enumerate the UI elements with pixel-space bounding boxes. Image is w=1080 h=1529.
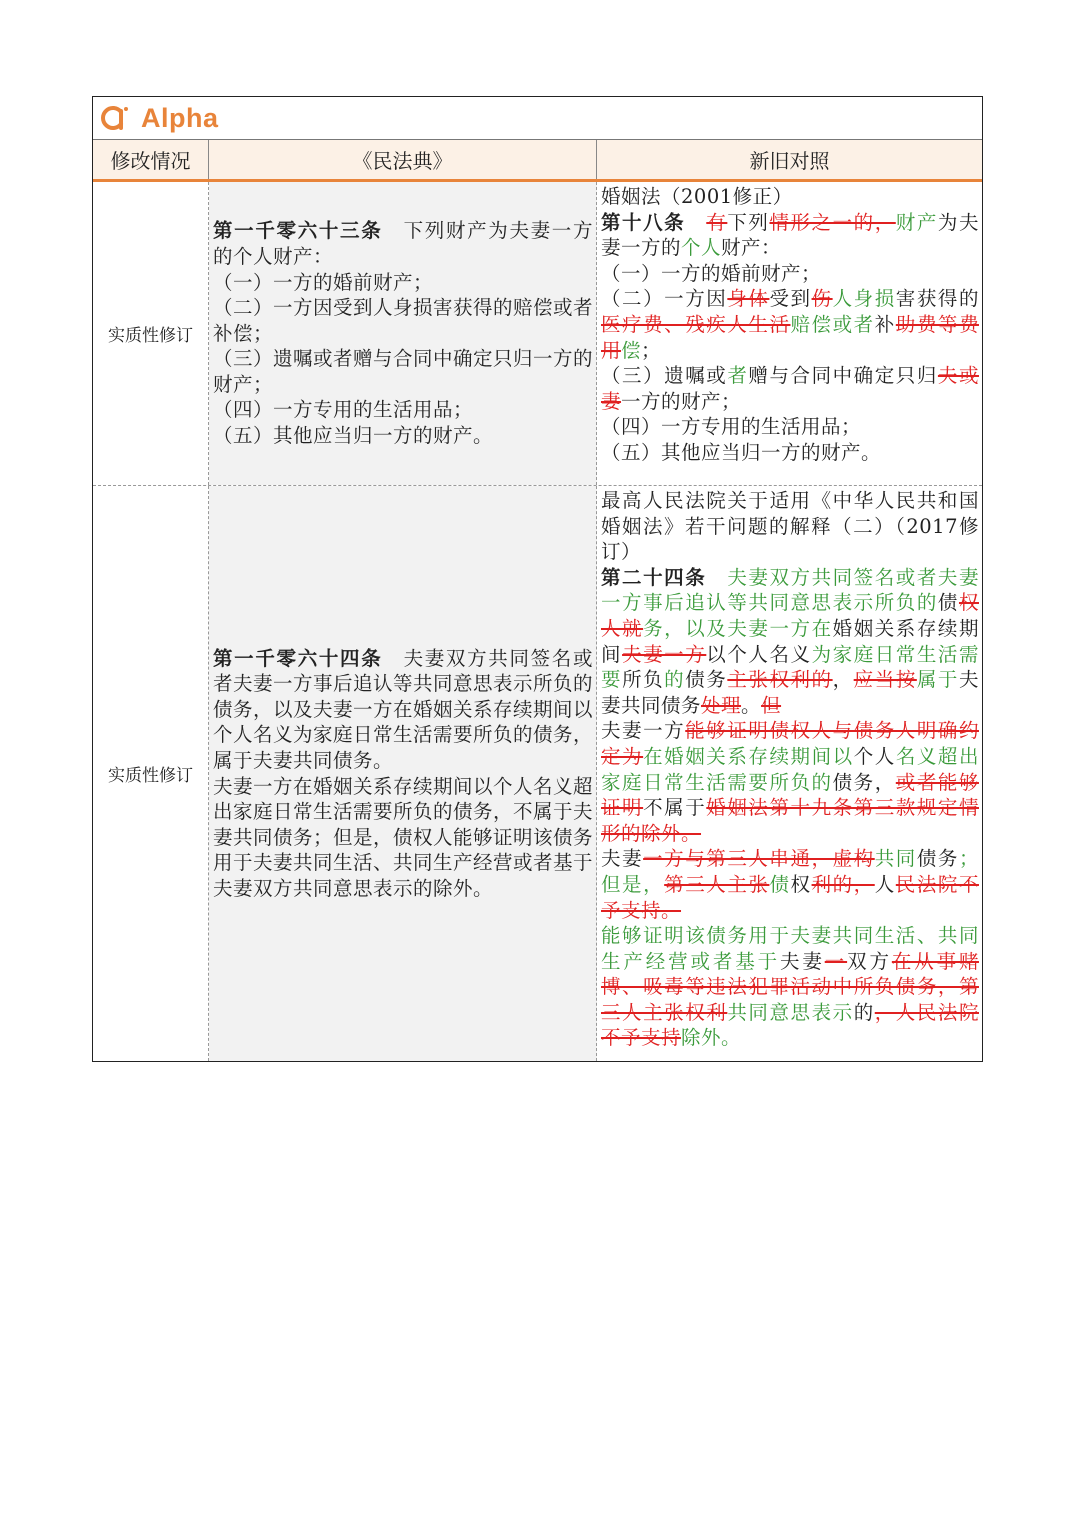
paragraphs bbox=[601, 488, 979, 1051]
header-status: 修改情况 bbox=[93, 140, 209, 179]
paragraph bbox=[213, 646, 593, 774]
text-segment: 夫妻一方 bbox=[601, 719, 686, 743]
deleted-text: 但 bbox=[761, 693, 782, 717]
text-segment: 害获得的 bbox=[895, 287, 979, 311]
text-segment: 人 bbox=[874, 872, 896, 896]
deleted-text: 有 bbox=[706, 210, 728, 234]
paragraph bbox=[601, 440, 979, 466]
added-text: 共同意思表示 bbox=[727, 1000, 854, 1024]
deleted-text: 一方与第三人串通，虚构 bbox=[643, 847, 875, 871]
paragraph bbox=[601, 923, 979, 1051]
added-text: 务，以及夫妻一方在 bbox=[643, 616, 833, 640]
deleted-text: 婚姻法第十九条第三款规定情形的除外。 bbox=[601, 796, 979, 845]
status-cell: 实质性修订 bbox=[93, 486, 209, 1061]
civil-code-cell bbox=[209, 182, 597, 485]
text-segment: 夫妻一方在婚姻关系存续期间以个人名义超出家庭日常生活需要所负的债务，不属于夫妻共同债务；但是，债权人能够证明该债务用于夫妻共同生活、共同生产经营或者基于夫妻双方共同意思表示的除外。 bbox=[213, 774, 594, 900]
text-segment: 不属于 bbox=[643, 796, 707, 820]
text-segment: （一）一方的婚前财产； bbox=[213, 270, 434, 294]
text-segment: 夫妻 bbox=[779, 949, 825, 973]
text-segment: 财产： bbox=[721, 236, 782, 260]
added-text: 共同 bbox=[874, 847, 917, 871]
text-segment: 最高人民法院关于适用《中华人民共和国婚姻法》若干问题的解释（二）（2017修订） bbox=[601, 489, 979, 564]
text-segment: （二）一方因受到人身损害获得的赔偿或者补偿； bbox=[213, 296, 594, 345]
added-text: ；但是， bbox=[601, 847, 979, 896]
deleted-text: 伤 bbox=[811, 287, 833, 311]
text-segment: ； bbox=[641, 338, 662, 362]
text-segment: （五）其他应当归一方的财产。 bbox=[601, 440, 882, 464]
brand-name: Alpha bbox=[141, 102, 219, 133]
text-segment: 。 bbox=[741, 693, 762, 717]
added-text: 偿 bbox=[621, 338, 642, 362]
text-segment: 夫妻双方共同签名或者夫妻一方事后追认等共同意思表示所负的债务，以及夫妻一方在婚姻关系存续期间以个人名义为家庭日常生活需要所负的债务，属于夫妻共同债务。 bbox=[213, 646, 594, 772]
text-segment: （四）一方专用的生活用品； bbox=[213, 398, 474, 422]
added-text: 赔偿或者 bbox=[790, 312, 875, 336]
paragraph bbox=[601, 718, 979, 846]
paragraph bbox=[213, 270, 593, 296]
text-segment: 婚姻关系存续期间 bbox=[601, 616, 979, 666]
table-row bbox=[93, 182, 982, 486]
deleted-text: 医疗费、残疾人生活 bbox=[601, 312, 791, 336]
added-text: 名义超出家庭日常生活需要所负的 bbox=[601, 744, 979, 794]
text-segment: 夫妻共同债务 bbox=[601, 668, 979, 717]
added-text: 属于 bbox=[916, 668, 959, 692]
text-segment: 双方 bbox=[847, 949, 892, 973]
added-text: 夫妻双方共同签名或者夫妻一方事后追认等共同意思表示所负的 bbox=[601, 565, 979, 615]
deleted-text: 或者能够证明 bbox=[601, 770, 979, 820]
text-segment: （二）一方因 bbox=[601, 287, 728, 311]
deleted-text: 助费等费用 bbox=[601, 312, 979, 362]
civil-code-cell bbox=[209, 486, 597, 1061]
text-segment: （三）遗嘱或者赠与合同中确定只归一方的财产； bbox=[213, 347, 594, 396]
paragraph bbox=[601, 488, 979, 565]
deleted-text: 第三人主张 bbox=[664, 872, 770, 896]
text-segment: 权 bbox=[790, 872, 812, 896]
comparison-table bbox=[92, 96, 983, 1062]
added-text: 人身损 bbox=[832, 287, 896, 311]
text-segment: 为夫妻一方的 bbox=[601, 210, 979, 260]
deleted-text: 主张权利的 bbox=[727, 668, 833, 692]
text-segment: 的 bbox=[853, 1000, 875, 1024]
added-text: 财产 bbox=[895, 210, 938, 234]
deleted-text: ，人民法院不予支持 bbox=[601, 1000, 979, 1050]
brand-bar bbox=[93, 97, 982, 140]
added-text: 者 bbox=[727, 364, 749, 388]
deleted-text: 权人就 bbox=[601, 591, 979, 640]
paragraph bbox=[213, 774, 593, 902]
deleted-text: 情形之一的， bbox=[769, 210, 896, 234]
paragraph bbox=[601, 286, 979, 363]
paragraph bbox=[213, 295, 593, 346]
comparison-cell bbox=[597, 182, 982, 485]
text-segment: （四）一方专用的生活用品； bbox=[601, 415, 862, 439]
paragraph bbox=[601, 184, 979, 210]
comparison-cell bbox=[597, 486, 982, 1061]
text-segment: ， bbox=[832, 668, 854, 692]
table-row bbox=[93, 486, 982, 1061]
table-header bbox=[93, 140, 982, 182]
paragraphs bbox=[213, 218, 593, 448]
header-comparison: 新旧对照 bbox=[749, 149, 830, 173]
deleted-text: 身体 bbox=[727, 287, 770, 311]
added-text: 个人 bbox=[681, 236, 722, 260]
added-text: 为家庭日常生活需要 bbox=[601, 642, 979, 692]
text-segment: 以个人名义 bbox=[706, 642, 812, 666]
text-segment: （三）遗嘱或 bbox=[601, 364, 728, 388]
text-segment: 债务 bbox=[916, 847, 959, 871]
text-segment bbox=[706, 566, 727, 589]
paragraph bbox=[601, 363, 979, 414]
status-cell: 实质性修订 bbox=[93, 182, 209, 485]
text-segment: （一）一方的婚前财产； bbox=[601, 261, 822, 285]
paragraph bbox=[213, 218, 593, 269]
text-segment: （五）其他应当归一方的财产。 bbox=[213, 424, 494, 448]
deleted-text: 利的， bbox=[811, 872, 875, 896]
header-civil-code: 《民法典》 bbox=[209, 140, 597, 179]
deleted-text: 夫妻一方 bbox=[622, 642, 707, 666]
article-heading: 第一千零六十四条 bbox=[213, 646, 383, 670]
paragraph bbox=[213, 346, 593, 397]
text-segment: 下列 bbox=[727, 210, 770, 234]
text-segment: 受到 bbox=[769, 287, 812, 311]
text-segment: 婚姻法（2001修正） bbox=[601, 185, 793, 208]
deleted-text: 一 bbox=[824, 949, 848, 973]
alpha-logo-icon bbox=[99, 103, 129, 133]
deleted-text: 民法院不予支持。 bbox=[601, 872, 979, 922]
paragraphs bbox=[213, 646, 593, 902]
text-segment: 夫妻 bbox=[601, 847, 644, 871]
deleted-text: 应当按 bbox=[853, 668, 917, 692]
paragraph bbox=[213, 423, 593, 449]
paragraph bbox=[601, 414, 979, 440]
text-segment: 一方的财产； bbox=[621, 389, 742, 413]
paragraphs bbox=[601, 184, 979, 466]
article-heading: 第十八条 bbox=[601, 210, 686, 234]
text-segment: 赠与合同中确定只归 bbox=[748, 364, 938, 388]
deleted-text: 在从事赌博、吸毒等违法犯罪活动中所负债务，第三人主张权利 bbox=[601, 949, 979, 1024]
deleted-text: 夫或妻 bbox=[601, 364, 979, 413]
paragraph bbox=[601, 846, 979, 923]
paragraph bbox=[213, 397, 593, 423]
paragraph bbox=[601, 565, 979, 719]
added-text: 能够证明该债务用于夫妻共同生活、共同生产经营或者基于 bbox=[601, 924, 979, 973]
deleted-text: 能够证明债权人与债务人明确约定为 bbox=[601, 719, 979, 768]
text-segment: 补 bbox=[874, 312, 896, 336]
added-text: 在婚姻关系存续期间以 bbox=[643, 744, 854, 768]
deleted-text: 处理 bbox=[701, 693, 742, 717]
added-text: 债 bbox=[769, 872, 791, 896]
text-segment: 债务 bbox=[685, 668, 728, 692]
text-segment: 个人 bbox=[853, 744, 896, 768]
paragraph bbox=[601, 261, 979, 287]
article-heading: 第一千零六十三条 bbox=[213, 219, 383, 243]
added-text: 除外。 bbox=[681, 1026, 742, 1050]
text-segment bbox=[685, 211, 706, 234]
added-text: 的 bbox=[664, 668, 686, 692]
article-heading: 第二十四条 bbox=[601, 565, 707, 589]
paragraph bbox=[601, 210, 979, 261]
text-segment: 所负 bbox=[622, 668, 665, 692]
text-segment: 债 bbox=[937, 591, 959, 615]
text-segment: 债务， bbox=[832, 770, 896, 794]
text-segment: 下列财产为夫妻一方的个人财产： bbox=[213, 219, 593, 268]
